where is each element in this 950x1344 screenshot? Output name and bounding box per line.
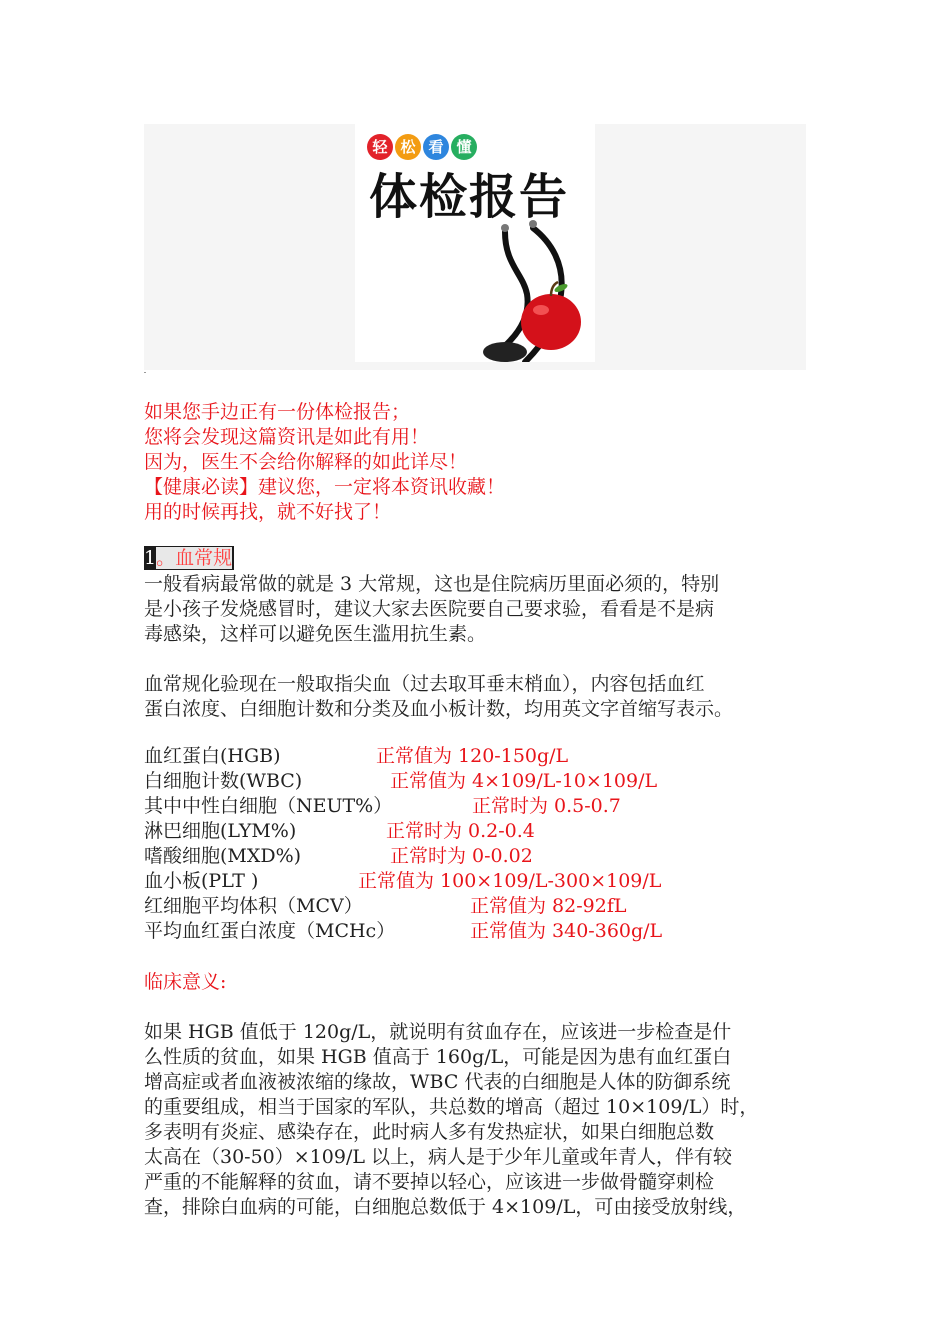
value-row xyxy=(144,919,804,944)
stethoscope-icon xyxy=(495,232,528,354)
value-row xyxy=(144,794,804,819)
series-badges xyxy=(367,134,477,160)
section-title: 。血常规 xyxy=(156,547,233,569)
intro-line: 用的时候再找，就不好找了！ xyxy=(144,501,392,523)
normal-values-list xyxy=(144,744,804,944)
paragraph-method xyxy=(144,672,808,722)
value-name: 平均血红蛋白浓度（MCHc） xyxy=(144,920,396,942)
value-name: 红细胞平均体积（MCV） xyxy=(144,895,363,917)
book-cover-image xyxy=(355,124,595,362)
stethoscope-chestpiece-icon xyxy=(483,342,527,362)
value-row xyxy=(144,819,804,844)
paragraph-line: 毒感染，这样可以避免医生滥用抗生素。 xyxy=(144,623,487,645)
paragraph-line: 如果 HGB 值低于 120g/L，就说明有贫血存在，应该进一步检查是什 xyxy=(144,1021,732,1043)
paragraph-line: 查，排除白血病的可能，白细胞总数低于 4×109/L，可由接受放射线， xyxy=(144,1196,747,1218)
paragraph-line: 的重要组成，相当于国家的军队，共总数的增高（超过 10×109/L）时， xyxy=(144,1096,759,1118)
paragraph-clinical xyxy=(144,1020,808,1220)
value-row xyxy=(144,844,804,869)
intro-line: 【健康必读】建议您，一定将本资讯收藏！ xyxy=(144,476,506,498)
value-range: 正常值为 82-92fL xyxy=(470,895,627,917)
value-row xyxy=(144,869,804,894)
series-badge: 松 xyxy=(395,134,421,160)
value-range: 正常时为 0.5-0.7 xyxy=(472,795,621,817)
value-name: 白细胞计数(WBC) xyxy=(144,770,303,792)
value-name: 其中中性白细胞（NEUT%） xyxy=(144,795,393,817)
section-heading xyxy=(144,546,234,570)
paragraph-line: 么性质的贫血，如果 HGB 值高于 160g/L，可能是因为患有血红蛋白 xyxy=(144,1046,732,1068)
value-name: 血红蛋白(HGB) xyxy=(144,745,281,767)
paragraph-line: 血常规化验现在一般取指尖血（过去取耳垂末梢血），内容包括血红 xyxy=(144,673,705,695)
value-row xyxy=(144,744,804,769)
value-name: 血小板(PLT ) xyxy=(144,870,259,892)
value-range: 正常值为 340-360g/L xyxy=(470,920,663,942)
series-badge: 看 xyxy=(423,134,449,160)
value-row xyxy=(144,894,804,919)
paragraph-line: 太高在（30-50）×109/L 以上，病人是于少年儿童或年青人，伴有较 xyxy=(144,1146,733,1168)
series-badge: 懂 xyxy=(451,134,477,160)
paragraph-intro xyxy=(144,572,808,647)
apple-icon xyxy=(521,294,581,350)
section-number: 1 xyxy=(144,547,157,569)
paragraph-line: 多表明有炎症、感染存在，此时病人多有发热症状，如果白细胞总数 xyxy=(144,1121,715,1143)
cover-title: 体检报告 xyxy=(369,169,570,225)
value-range: 正常值为 4×109/L-10×109/L xyxy=(390,770,658,792)
value-range: 正常时为 0.2-0.4 xyxy=(386,820,535,842)
clinical-heading: 临床意义: xyxy=(144,971,227,993)
value-range: 正常值为 100×109/L-300×109/L xyxy=(358,870,662,892)
intro-line: 因为，医生不会给你解释的如此详尽！ xyxy=(144,451,468,473)
divider-mark xyxy=(144,372,146,373)
intro-line: 如果您手边正有一份体检报告； xyxy=(144,401,411,423)
intro-line: 您将会发现这篇资讯是如此有用！ xyxy=(144,426,430,448)
value-range: 正常值为 120-150g/L xyxy=(376,745,569,767)
paragraph-line: 是小孩子发烧感冒时，建议大家去医院要自己要求验，看看是不是病 xyxy=(144,598,715,620)
paragraph-line: 严重的不能解释的贫血，请不要掉以轻心，应该进一步做骨髓穿刺检 xyxy=(144,1171,715,1193)
value-name: 嗜酸细胞(MXD%) xyxy=(144,845,302,867)
value-row xyxy=(144,769,804,794)
paragraph-line: 增高症或者血液被浓缩的缘故，WBC 代表的白细胞是人体的防御系统 xyxy=(144,1071,731,1093)
series-badge: 轻 xyxy=(367,134,393,160)
paragraph-line: 一般看病最常做的就是 3 大常规，这也是住院病历里面必须的，特别 xyxy=(144,573,720,595)
value-range: 正常时为 0-0.02 xyxy=(390,845,533,867)
value-name: 淋巴细胞(LYM%) xyxy=(144,820,297,842)
intro-block xyxy=(144,400,505,525)
paragraph-line: 蛋白浓度、白细胞计数和分类及血小板计数，均用英文字首缩写表示。 xyxy=(144,698,734,720)
